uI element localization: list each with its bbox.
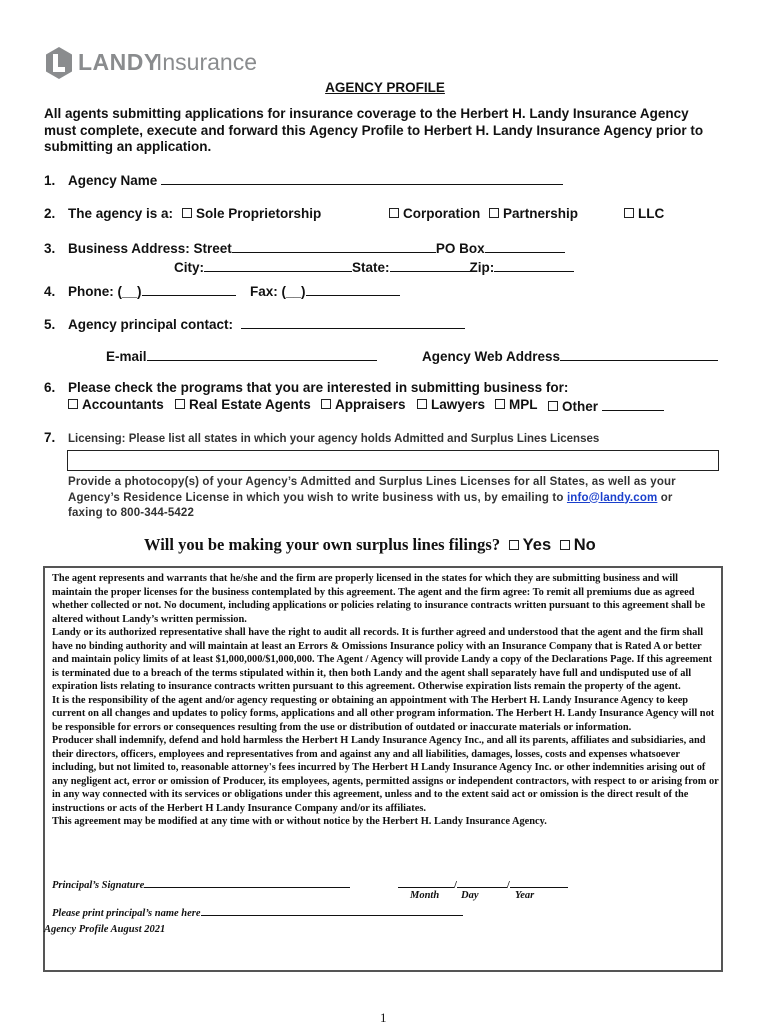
logo-brand: LANDY: [78, 49, 160, 75]
zip-field[interactable]: [494, 258, 574, 272]
checkbox[interactable]: [509, 540, 519, 550]
checkbox[interactable]: [624, 208, 634, 218]
po-box-field[interactable]: [485, 239, 565, 253]
option-llc[interactable]: LLC: [624, 206, 664, 221]
surplus-no-option[interactable]: No: [556, 536, 596, 554]
program-real-estate-agents[interactable]: Real Estate Agents: [175, 397, 311, 412]
other-program-field[interactable]: [602, 397, 664, 411]
intro-paragraph: All agents submitting applications for insurance coverage to the Herbert H. Landy Insurance Agency must complete, execute and forward this Agency Profile to Herbert H. Landy Insurance Agency prior to submitting an application.: [44, 106, 704, 154]
year-label: Year: [515, 890, 535, 901]
form-id: Agency Profile August 2021: [44, 924, 166, 935]
q6-programs: 6. Please check the programs that you are interested in submitting business for:: [44, 380, 569, 395]
page-title: AGENCY PROFILE: [325, 80, 445, 95]
street-field[interactable]: [232, 239, 436, 253]
checkbox[interactable]: [560, 540, 570, 550]
fax-field[interactable]: [306, 282, 400, 296]
terms-paragraph: The agent represents and warrants that he/she and the firm are properly licensed in the states for which they are submitting business and will maintain the proper licenses for the business contemplated by this agreement. The agent and the firm agree: To remit all premiums due as agreed whether collected or not. No document, including applications or policies relating to insurance contracts written pursuant to this agreement shall be altered without Landy’s written permission.: [52, 573, 706, 625]
checkbox[interactable]: [489, 208, 499, 218]
q3-city-state-zip: City: State: Zip:: [174, 258, 574, 275]
print-name-field[interactable]: [201, 904, 463, 916]
checkbox[interactable]: [495, 399, 505, 409]
terms-paragraph: This agreement may be modified at any time with or without notice by the Herbert H. Landy Insurance Agency.: [52, 816, 547, 827]
email-field[interactable]: [147, 347, 377, 361]
terms-paragraph: Landy or its authorized representative shall have the right to audit all records. It is further agreed and understood that the agent and the firm shall have no binding authority and will maintain at least an Errors & Omissions Insurance policy with an Insurance Company that is Rated A or better and maintain policy limits of at least $1,000,000/$1,000,000. The Agent / Agency will provide Landy a copy of the Declarations Page. If this agreement is terminated due to a breach of the terms stipulated within it, then both Landy and the agent shall separately have full and undisputed use of all expiration lists relating to insurance contracts written pursuant to this agreement. Otherwise expiration lists remain the property of the agent.: [52, 627, 713, 692]
terms-paragraph: Producer shall indemnify, defend and hold harmless the Herbert H Landy Insurance Agency Inc., and all its parents, affiliates and subsidiaries, and their directors, officers, employees and representatives from and against any and all liabilities, damages, losses, costs and expenses whatsoever including, but not limited to, reasonable attorney's fees incurred by The Herbert H Landy Insurance Agency Inc. or other indemnities arising out of any negligent act, error or omission of Producer, its employees, agents, permitted assigns or independent contractors, with respect to or arising from or in any way connected with its services or obligations under this agreement, unless and to the extent said act or omission is the direct result of the instructions or acts of the Herbert H Landy Insurance Company and/or its affiliates.: [52, 735, 719, 814]
checkbox[interactable]: [389, 208, 399, 218]
q3-business-address: 3. Business Address: Street PO Box: [44, 239, 565, 256]
q4-phone: 4. Phone: (__): [44, 282, 236, 299]
licensing-note: Provide a photocopy(s) of your Agency’s Admitted and Surplus Lines Licenses for all States, as well as your Agency’s Residence License in which you wish to write business with us, by emailing to info@landy.com or faxing to 800-344-5422: [68, 476, 676, 519]
checkbox[interactable]: [417, 399, 427, 409]
q4-fax: Fax: (__): [250, 282, 400, 299]
phone-field[interactable]: [142, 282, 236, 296]
q2-agency-type: 2. The agency is a:: [44, 206, 174, 221]
program-other[interactable]: Other: [548, 397, 664, 414]
month-field[interactable]: [398, 876, 454, 888]
principal-contact-field[interactable]: [241, 315, 465, 329]
q5-email: E-mail: [106, 347, 377, 364]
option-partnership[interactable]: Partnership: [489, 206, 578, 221]
licensing-states-input[interactable]: [67, 450, 719, 471]
q7-licensing: 7. Licensing: Please list all states in which your agency holds Admitted and Surplus Lines Licenses: [44, 430, 600, 445]
month-label: Month: [410, 890, 440, 901]
agreement-text: [52, 572, 720, 829]
program-appraisers[interactable]: Appraisers: [321, 397, 406, 412]
checkbox[interactable]: [68, 399, 78, 409]
q5-web: Agency Web Address: [422, 347, 718, 364]
signature-line: Principal’s Signature: [52, 876, 350, 891]
checkbox[interactable]: [182, 208, 192, 218]
day-label: Day: [461, 890, 479, 901]
program-accountants[interactable]: Accountants: [68, 397, 164, 412]
state-field[interactable]: [390, 258, 470, 272]
option-corporation[interactable]: Corporation: [389, 206, 480, 221]
program-mpl[interactable]: MPL: [495, 397, 538, 412]
print-name-line: Please print principal’s name here: [52, 904, 463, 919]
city-field[interactable]: [204, 258, 352, 272]
option-sole-proprietorship[interactable]: Sole Proprietorship: [182, 206, 321, 221]
surplus-lines-question: Will you be making your own surplus lines filings? Yes No: [144, 535, 596, 554]
surplus-yes-option[interactable]: Yes: [505, 536, 551, 554]
checkbox[interactable]: [321, 399, 331, 409]
year-field[interactable]: [510, 876, 568, 888]
day-field[interactable]: [457, 876, 507, 888]
landy-logo-icon: [44, 46, 74, 80]
logo-suffix: Insurance: [156, 49, 258, 75]
checkbox[interactable]: [175, 399, 185, 409]
agency-name-field[interactable]: [161, 171, 563, 185]
page-number: 1: [380, 1010, 387, 1025]
checkbox[interactable]: [548, 401, 558, 411]
q1-agency-name: 1. Agency Name: [44, 171, 563, 188]
signature-field[interactable]: [144, 876, 350, 888]
info-email-link[interactable]: info@landy.com: [566, 491, 658, 504]
web-address-field[interactable]: [560, 347, 718, 361]
date-line: / /: [398, 876, 568, 891]
q5-principal-contact: 5. Agency principal contact:: [44, 315, 465, 332]
program-lawyers[interactable]: Lawyers: [417, 397, 485, 412]
terms-paragraph: It is the responsibility of the agent and/or agency requesting or obtaining an appointment with The Herbert H. Landy Insurance Agency to keep current on all changes and updates to policy forms, applications and all other program information. The Herbert H. Landy Insurance Agency will not be responsible for errors or consequences resulting from the use or distribution of outdated or inaccurate materials or information.: [52, 694, 715, 733]
